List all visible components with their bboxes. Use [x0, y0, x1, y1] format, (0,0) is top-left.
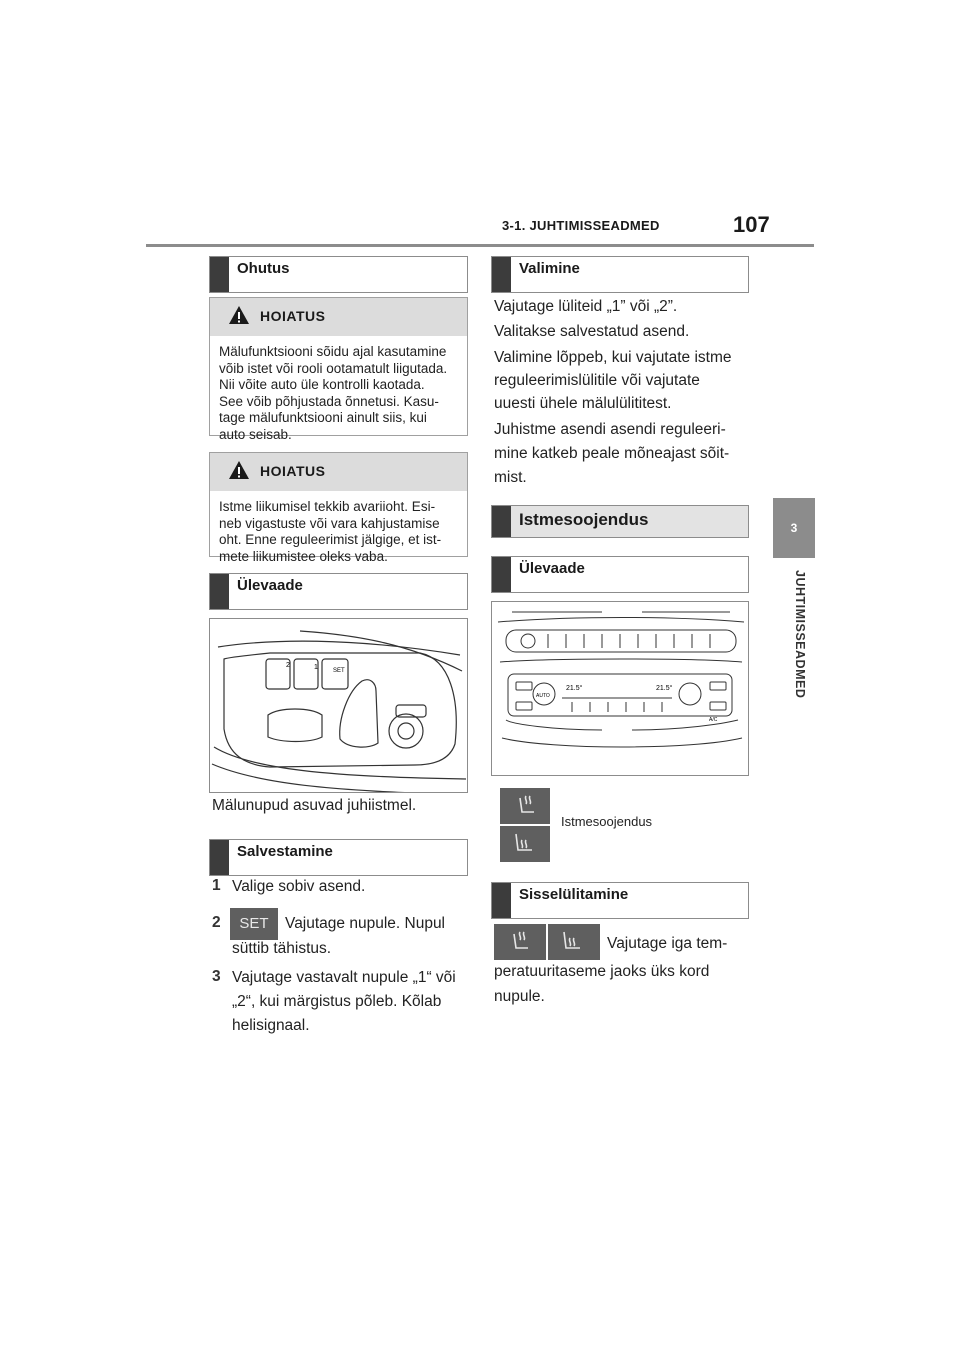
warning-line: oht. Enne reguleerimist jälgige, et ist- — [219, 532, 442, 547]
warning-box-2 — [209, 452, 468, 564]
heading-salvestamine — [209, 839, 468, 876]
body-line: Valimine lõppeb, kui vajutate istme — [494, 349, 732, 366]
heading-label: Valimine — [519, 260, 580, 277]
warning-line: See võib põhjustada õnnetusi. Kasu- — [219, 393, 439, 409]
heading-ulevaade-left — [209, 573, 468, 610]
heading-label: Ohutus — [237, 260, 290, 277]
step-text: helisignaal. — [232, 1017, 310, 1034]
heading-ulevaade-right — [491, 556, 749, 593]
page-number: 107 — [733, 212, 770, 237]
heading-bar — [210, 574, 229, 609]
warning-line: neb vigastuste või vara kahjustamise — [219, 515, 440, 531]
running-header-section: 3-1. JUHTIMISSEADMED — [502, 218, 660, 233]
seat-controls-drawing — [210, 619, 468, 793]
heading-bar — [492, 506, 511, 537]
heading-valimine — [491, 256, 749, 293]
warning-text — [210, 336, 467, 443]
memory-button-1-label: 1 — [314, 664, 318, 671]
seat-heating-icon — [494, 924, 546, 960]
auto-button-label: AUTO — [536, 693, 550, 699]
seat-heating-backrest-button-image — [500, 826, 550, 862]
set-button-image: SET — [230, 908, 278, 940]
ac-button-label: A/C — [709, 717, 718, 723]
step-number: 2 — [212, 914, 221, 931]
warning-line: auto seisab. — [219, 426, 292, 442]
heading-bar — [492, 557, 511, 592]
body-line: mine katkeb peale mõneajast sõit- — [494, 445, 730, 462]
body-line: Valitakse salvestatud asend. — [494, 323, 690, 340]
icon-caption: Istmesoojendus — [561, 814, 653, 829]
heading-label: Salvestamine — [237, 843, 333, 860]
heading-label: Ülevaade — [519, 560, 585, 577]
memory-button-2-label: 2 — [286, 662, 290, 669]
warning-line: Istme liikumisel tekkib avariioht. Esi- — [219, 499, 436, 514]
heading-bar — [492, 883, 511, 918]
heading-label: Istmesoojendus — [519, 510, 649, 529]
body-line: Juhistme asendi asendi reguleeri- — [494, 421, 726, 438]
heading-label: Sisselülitamine — [519, 886, 629, 903]
body-line: peratuuritaseme jaoks üks kord — [494, 963, 710, 980]
seat-backrest-heating-icon — [548, 924, 600, 960]
body-line: mist. — [494, 469, 527, 486]
left-temperature-readout: 21.5° — [566, 685, 583, 692]
warning-line: mete liikumistee oleks vaba. — [219, 548, 388, 564]
climate-panel-illustration — [491, 601, 749, 776]
heading-ohutus — [209, 256, 468, 293]
seat-memory-illustration — [209, 618, 468, 793]
warning-triangle-icon — [228, 305, 250, 325]
heading-istmesoojendus — [491, 505, 749, 538]
warning-header — [210, 298, 467, 336]
seat-heating-backrest-button-image — [548, 924, 600, 960]
warning-triangle-icon — [228, 460, 250, 480]
warning-title: HOIATUS — [260, 308, 326, 324]
warning-line: tage mälufunktsiooni ainult siis, kui — [219, 410, 427, 425]
seat-backrest-heating-icon — [500, 826, 550, 862]
step-text: Vajutage vastavalt nupule „1“ või — [232, 969, 456, 986]
heading-label: Ülevaade — [237, 577, 303, 594]
seat-heating-button-image — [500, 788, 550, 824]
right-temperature-readout: 21.5° — [656, 685, 673, 692]
step-number: 3 — [212, 968, 221, 985]
warning-title: HOIATUS — [260, 463, 326, 479]
seat-heating-icon — [500, 788, 550, 824]
warning-box-1 — [209, 297, 468, 442]
step-text: „2“, kui märgistus põleb. Kõlab — [232, 993, 442, 1010]
heading-sisselulitamine — [491, 882, 749, 919]
step-text: Vajutage nupule. Nupul — [285, 915, 446, 932]
warning-text — [210, 491, 467, 565]
step-text: Valige sobiv asend. — [232, 878, 366, 895]
warning-line: võib istet või rooli ootamatult liigutada. — [219, 360, 448, 376]
set-button-label: SET — [333, 668, 345, 674]
warning-header — [210, 453, 467, 491]
seat-heating-button-image — [494, 924, 546, 960]
heading-bar — [210, 840, 229, 875]
chapter-tab-number: 3 — [773, 498, 815, 558]
body-line: nupule. — [494, 988, 545, 1005]
chapter-tab-name: JUHTIMISSEADMED — [793, 570, 807, 699]
body-line: Vajutage iga tem- — [607, 935, 728, 952]
warning-line: Nii võite auto üle kontrolli kaotada. — [219, 377, 425, 392]
body-line: Vajutage lüliteid „1” või „2”. — [494, 298, 678, 315]
heading-bar — [210, 257, 229, 292]
climate-panel-drawing — [492, 602, 749, 776]
step-text: süttib tähistus. — [232, 940, 332, 957]
warning-line: Mälufunktsiooni sõidu ajal kasutamine — [219, 344, 447, 359]
body-line: reguleerimislülitile või vajutate — [494, 372, 700, 389]
header-rule — [146, 244, 814, 247]
image-caption: Mälunupud asuvad juhiistmel. — [212, 797, 417, 814]
step-number: 1 — [212, 877, 221, 894]
heading-bar — [492, 257, 511, 292]
body-line: uuesti ühele mälulülititest. — [494, 395, 672, 412]
